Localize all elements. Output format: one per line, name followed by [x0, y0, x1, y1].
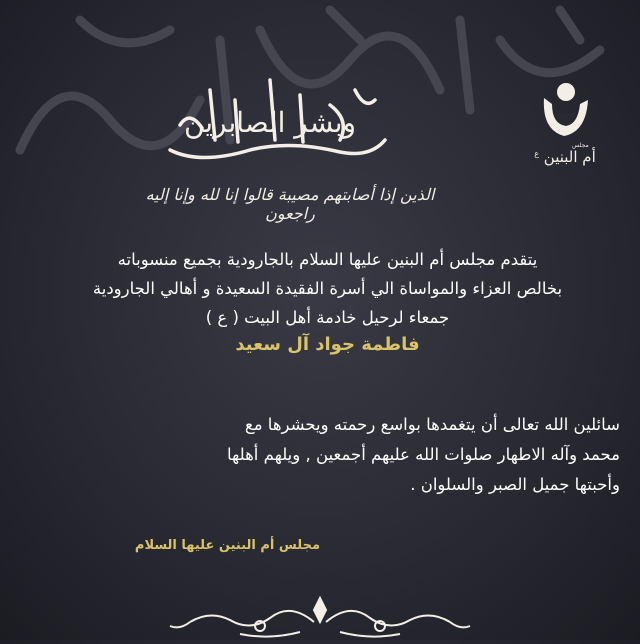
message-line-5: محمد وآله الاطهار صلوات الله عليهم أجمعين , ويلهم أهلها: [226, 445, 620, 464]
bottom-ornament: [150, 592, 490, 640]
message-line-6: وأحبتها جميل الصبر والسلوان .: [410, 475, 620, 494]
quran-verse: الذين إذا أصابتهم مصيبة قالوا إنا لله وإنا إليه راجعون: [145, 185, 435, 223]
signature: مجلس أم البنين عليها السلام: [134, 538, 320, 553]
logo-name-text: أم البنين: [543, 148, 596, 166]
logo-superscript: ع: [534, 149, 540, 158]
message-line-3: جمعاء لرحيل خادمة أهل البيت ( ع ): [205, 308, 450, 327]
message-line-2: بخالص العزاء والمواساة الي أسرة الفقيدة السعيدة و أهالي الجارودية: [92, 279, 563, 298]
logo-icon: [520, 70, 610, 150]
title-text: وبشر الصابرين: [183, 106, 357, 139]
deceased-name: فاطمة جواد آل سعيد: [235, 334, 420, 355]
title-calligraphy: [140, 70, 400, 170]
condolence-message: [40, 245, 615, 359]
logo-name: [520, 148, 610, 166]
message-line-4: سائلين الله تعالى أن يتغمدها بواسع رحمته ويحشرها مع: [244, 415, 620, 434]
logo-small-label: مجلس: [572, 142, 589, 149]
prayer-text: [30, 410, 620, 500]
message-line-1: يتقدم مجلس أم البنين عليها السلام بالجارودية بجميع منسوباته: [117, 250, 538, 269]
logo: [520, 70, 610, 180]
